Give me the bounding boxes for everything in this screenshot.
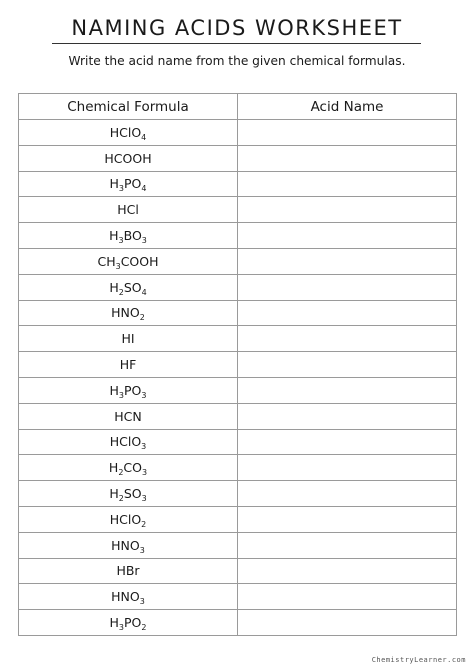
acid-name-answer-cell[interactable]	[238, 223, 457, 249]
table-row	[19, 326, 457, 352]
formula-text: H	[108, 460, 119, 476]
formula-subscript: 2	[141, 623, 147, 633]
acid-name-answer-cell[interactable]	[238, 145, 457, 171]
table-row	[19, 610, 457, 636]
formula-text: HClO	[109, 434, 142, 450]
header-chemical-formula: Chemical Formula	[19, 94, 238, 120]
formula-cell	[19, 352, 238, 378]
acid-name-answer-cell[interactable]	[238, 584, 457, 610]
formula-text: H	[109, 615, 119, 631]
acid-name-answer-cell[interactable]	[238, 610, 457, 636]
table-row	[19, 145, 457, 171]
formula-subscript: 3	[139, 597, 145, 607]
acid-name-answer-cell[interactable]	[238, 274, 457, 300]
formula-cell	[19, 300, 238, 326]
formula-cell	[19, 171, 238, 197]
formula-cell	[19, 326, 238, 352]
formula-text: HCOOH	[104, 150, 152, 166]
table-row	[19, 120, 457, 146]
acids-table	[18, 93, 457, 636]
formula-subscript: 3	[118, 390, 124, 400]
formula-cell	[19, 223, 238, 249]
table-row	[19, 248, 457, 274]
formula-cell	[19, 429, 238, 455]
formula-text: BO	[123, 228, 142, 244]
formula-cell	[19, 403, 238, 429]
formula-subscript: 3	[141, 236, 147, 246]
formula-text: HCl	[117, 202, 139, 218]
formula-subscript: 3	[141, 468, 148, 478]
formula-text: HNO	[111, 589, 140, 605]
formula-subscript: 2	[118, 287, 124, 297]
formula-cell	[19, 120, 238, 146]
formula-text: HNO	[111, 305, 140, 321]
formula-cell	[19, 145, 238, 171]
formula-cell	[19, 610, 238, 636]
acid-name-answer-cell[interactable]	[238, 120, 457, 146]
formula-text: HClO	[109, 124, 142, 140]
table-row	[19, 377, 457, 403]
formula-text: HF	[119, 357, 137, 373]
formula-text: H	[109, 382, 119, 398]
table-row	[19, 197, 457, 223]
acid-name-answer-cell[interactable]	[238, 429, 457, 455]
formula-subscript: 3	[141, 442, 147, 452]
formula-text: SO	[123, 486, 142, 502]
formula-subscript: 3	[139, 545, 145, 555]
acid-name-answer-cell[interactable]	[238, 455, 457, 481]
formula-subscript: 3	[115, 261, 121, 271]
acid-name-answer-cell[interactable]	[238, 248, 457, 274]
acid-name-answer-cell[interactable]	[238, 506, 457, 532]
table-row	[19, 274, 457, 300]
table-row	[19, 584, 457, 610]
table-row	[19, 532, 457, 558]
formula-cell	[19, 197, 238, 223]
table-row	[19, 429, 457, 455]
formula-subscript: 4	[141, 184, 147, 194]
acid-name-answer-cell[interactable]	[238, 532, 457, 558]
table-row	[19, 352, 457, 378]
formula-cell	[19, 377, 238, 403]
formula-cell	[19, 274, 238, 300]
formula-text: H	[109, 176, 119, 192]
formula-cell	[19, 584, 238, 610]
title-underline	[52, 43, 421, 44]
formula-cell	[19, 558, 238, 584]
formula-text: HBr	[116, 563, 140, 579]
table-header-row	[19, 94, 457, 120]
acid-name-answer-cell[interactable]	[238, 403, 457, 429]
formula-text: HCN	[114, 408, 142, 424]
acid-name-answer-cell[interactable]	[238, 352, 457, 378]
formula-text: COOH	[120, 253, 159, 269]
formula-subscript: 3	[141, 494, 147, 504]
table-row	[19, 223, 457, 249]
table-row	[19, 300, 457, 326]
formula-text: HI	[121, 331, 135, 347]
formula-text: H	[109, 486, 119, 502]
formula-text: HClO	[109, 511, 142, 527]
acid-name-answer-cell[interactable]	[238, 326, 457, 352]
formula-cell	[19, 248, 238, 274]
formula-text: PO	[124, 615, 142, 631]
formula-cell	[19, 532, 238, 558]
acid-name-answer-cell[interactable]	[238, 197, 457, 223]
acid-name-answer-cell[interactable]	[238, 300, 457, 326]
formula-subscript: 3	[118, 236, 124, 246]
table-row	[19, 403, 457, 429]
formula-cell	[19, 481, 238, 507]
footer-credit: ChemistryLearner.com	[371, 656, 466, 664]
formula-cell	[19, 506, 238, 532]
formula-subscript: 3	[118, 623, 124, 633]
formula-subscript: 3	[141, 390, 147, 400]
acid-name-answer-cell[interactable]	[238, 558, 457, 584]
formula-subscript: 2	[118, 494, 124, 504]
header-acid-name: Acid Name	[238, 94, 457, 120]
instructions-text: Write the acid name from the given chemical formulas.	[68, 54, 406, 68]
table-row	[19, 455, 457, 481]
formula-subscript: 2	[139, 313, 145, 323]
formula-subscript: 4	[141, 287, 147, 297]
formula-text: CH	[97, 253, 116, 269]
formula-cell	[19, 455, 238, 481]
formula-text: H	[109, 228, 119, 244]
formula-subscript: 3	[118, 184, 124, 194]
acid-name-answer-cell[interactable]	[238, 481, 457, 507]
acid-name-answer-cell[interactable]	[238, 171, 457, 197]
formula-subscript: 4	[141, 132, 147, 142]
formula-text: HNO	[111, 537, 140, 553]
table-body	[19, 120, 457, 636]
formula-text: SO	[123, 279, 142, 295]
formula-text: H	[109, 279, 119, 295]
table-row	[19, 481, 457, 507]
acid-name-answer-cell[interactable]	[238, 377, 457, 403]
table-row	[19, 171, 457, 197]
table-row	[19, 506, 457, 532]
formula-subscript: 2	[141, 519, 147, 529]
formula-subscript: 2	[118, 468, 124, 478]
formula-text: PO	[124, 382, 142, 398]
table-row	[19, 558, 457, 584]
formula-text: PO	[124, 176, 142, 192]
worksheet-title: NAMING ACIDS WORKSHEET	[71, 16, 403, 40]
formula-text: CO	[123, 460, 142, 476]
